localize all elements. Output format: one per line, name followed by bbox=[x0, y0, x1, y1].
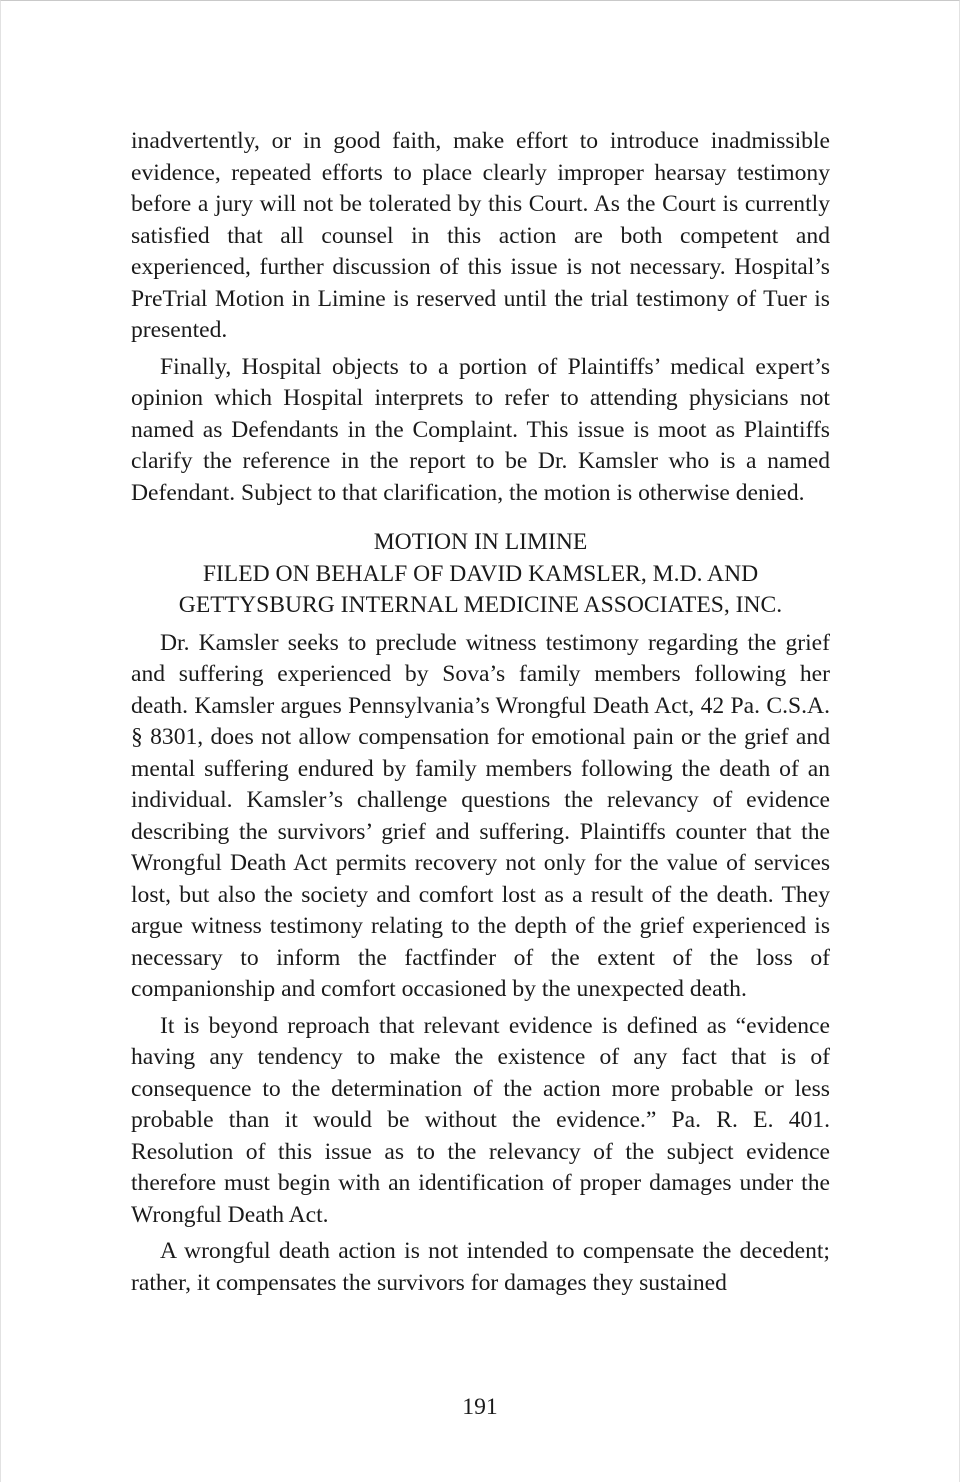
section-heading bbox=[131, 527, 830, 622]
paragraph-continued: inadvertently, or in good faith, make effort to introduce inadmissible evidence, repeated efforts to place clearly improper hearsay testimony before a jury will not be tolerated by this Court. As the Court is currently satisfied that all counsel in this action are both competent and experienced, further discussion of this issue is not necessary. Hospital’s PreTrial Motion in Limine is reserved until the trial testimony of Tuer is presented. bbox=[131, 128, 830, 343]
paragraph-wrongful-death: A wrongful death action is not intended to compensate the decedent; rather, it compensates the survivors for damages they sustained bbox=[131, 1238, 830, 1296]
heading-line-3: GETTYSBURG INTERNAL MEDICINE ASSOCIATES, INC. bbox=[178, 592, 783, 618]
heading-line-1: MOTION IN LIMINE bbox=[373, 529, 588, 555]
paragraph-relevant-evidence: It is beyond reproach that relevant evidence is defined as “evidence having any tendency to make the existence of any fact that is of consequence to the determination of the action more probable or less probable than it would be without the evidence.” Pa. R. E. 401. Resolution of this issue as to the relevancy of the subject evidence therefore must begin with an identification of proper damages under the Wrongful Death Act. bbox=[131, 1012, 830, 1228]
body-text bbox=[131, 126, 830, 1304]
page-number: 191 bbox=[462, 1394, 498, 1420]
paragraph-kamsler-motion: Dr. Kamsler seeks to preclude witness testimony regarding the grief and suffering experienced by Sova’s family members following her death. Kamsler argues Pennsylvania’s Wrongful Death Act, 42 Pa. C.S.A. § 8301, does not allow compensation for emotional pain or the grief and mental suffering endured by family members following the death of an individual. Kamsler’s challenge questions the relevancy of evidence describing the survivors’ grief and suffering. Plaintiffs counter that the Wrongful Death Act permits recovery not only for the value of services lost, but also the society and comfort lost as a result of the death. They argue witness testimony relating to the depth of the grief experienced is necessary to inform the factfinder of the extent of the loss of companionship and comfort occasioned by the unexpected death. bbox=[131, 629, 830, 1002]
paragraph-hospital-objection: Finally, Hospital objects to a portion of Plaintiffs’ medical expert’s opinion which Hospital interprets to refer to attending physicians not named as Defendants in the Complaint. This issue is moot as Plaintiffs clarify the reference in the report to be Dr. Kamsler who is a named Defendant. Subject to that clarification, the motion is otherwise denied. bbox=[131, 353, 830, 506]
heading-line-2: FILED ON BEHALF OF DAVID KAMSLER, M.D. AND bbox=[202, 560, 759, 587]
